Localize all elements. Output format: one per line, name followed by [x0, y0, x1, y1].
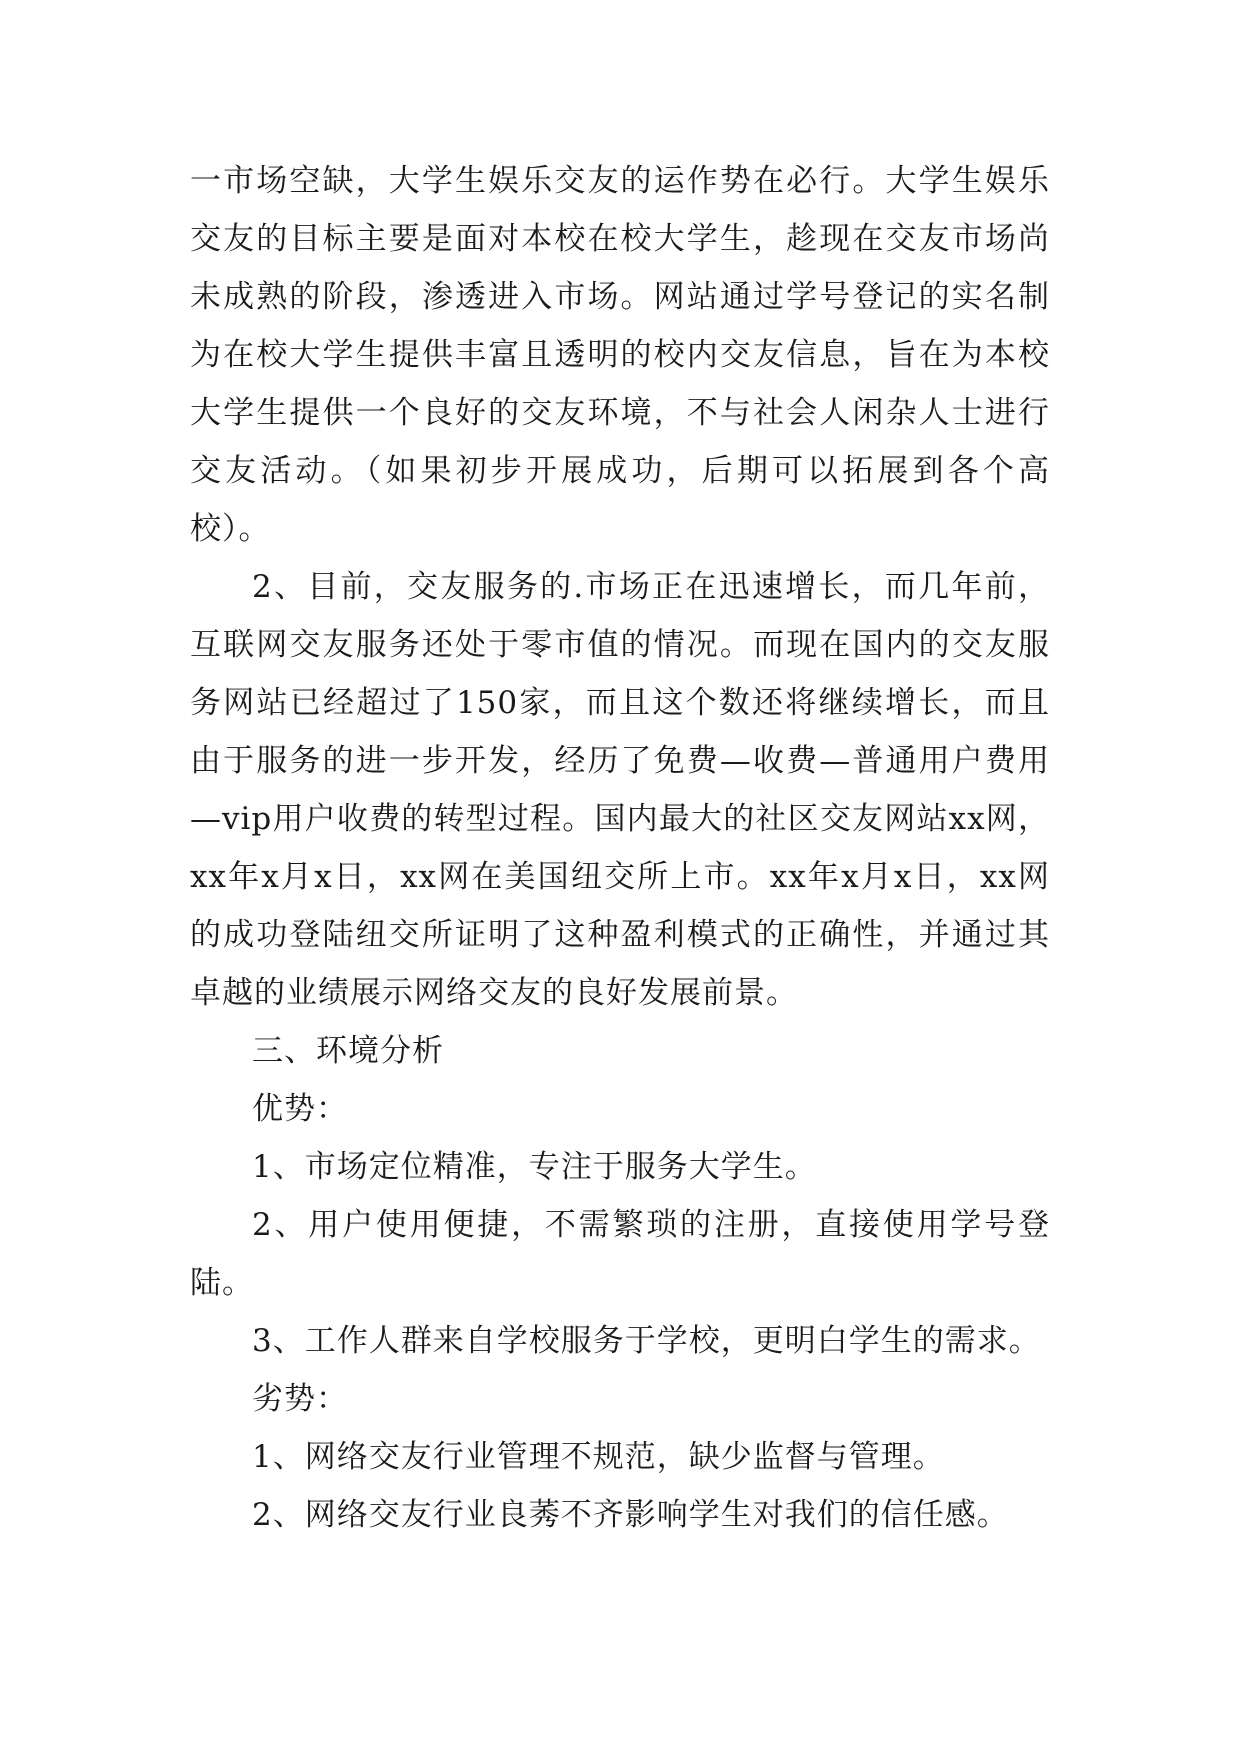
- strength-item-3: 3、工作人群来自学校服务于学校，更明白学生的需求。: [252, 1323, 1041, 1359]
- weakness-item-2: 2、网络交友行业良莠不齐影响学生对我们的信任感。: [252, 1497, 1009, 1533]
- strength-item-1: 1、市场定位精准，专注于服务大学生。: [252, 1149, 817, 1185]
- paragraph-market-growth: 2、目前，交友服务的.市场正在迅速增长，而几年前，互联网交友服务还处于零市值的情况。而现在国内的交友服务网站已经超过了150家，而且这个数还将继续增长，而且由于服务的进一步开发，经历了免费—收费—普通用户费用—vip用户收费的转型过程。国内最大的社区交友网站xx网，xx年x月x日，xx网在美国纽交所上市。xx年x月x日，xx网的成功登陆纽交所证明了这种盈利模式的正确性，并通过其卓越的业绩展示网络交友的良好发展前景。: [190, 569, 1050, 1011]
- paragraph-market-gap: 一市场空缺，大学生娱乐交友的运作势在必行。大学生娱乐交友的目标主要是面对本校在校大学生，趁现在交友市场尚未成熟的阶段，渗透进入市场。网站通过学号登记的实名制为在校大学生提供丰富且透明的校内交友信息，旨在为本校大学生提供一个良好的交友环境，不与社会人闲杂人士进行交友活动。（如果初步开展成功，后期可以拓展到各个高校）。: [190, 163, 1050, 547]
- document-page: [190, 152, 1050, 1544]
- weakness-item-1: 1、网络交友行业管理不规范，缺少监督与管理。: [252, 1439, 945, 1475]
- weaknesses-heading: 劣势：: [252, 1381, 348, 1417]
- strengths-heading: 优势：: [252, 1091, 348, 1127]
- strength-item-2: 2、用户使用便捷，不需繁琐的注册，直接使用学号登陆。: [190, 1207, 1050, 1301]
- section-heading-environment-analysis: 三、环境分析: [252, 1033, 444, 1069]
